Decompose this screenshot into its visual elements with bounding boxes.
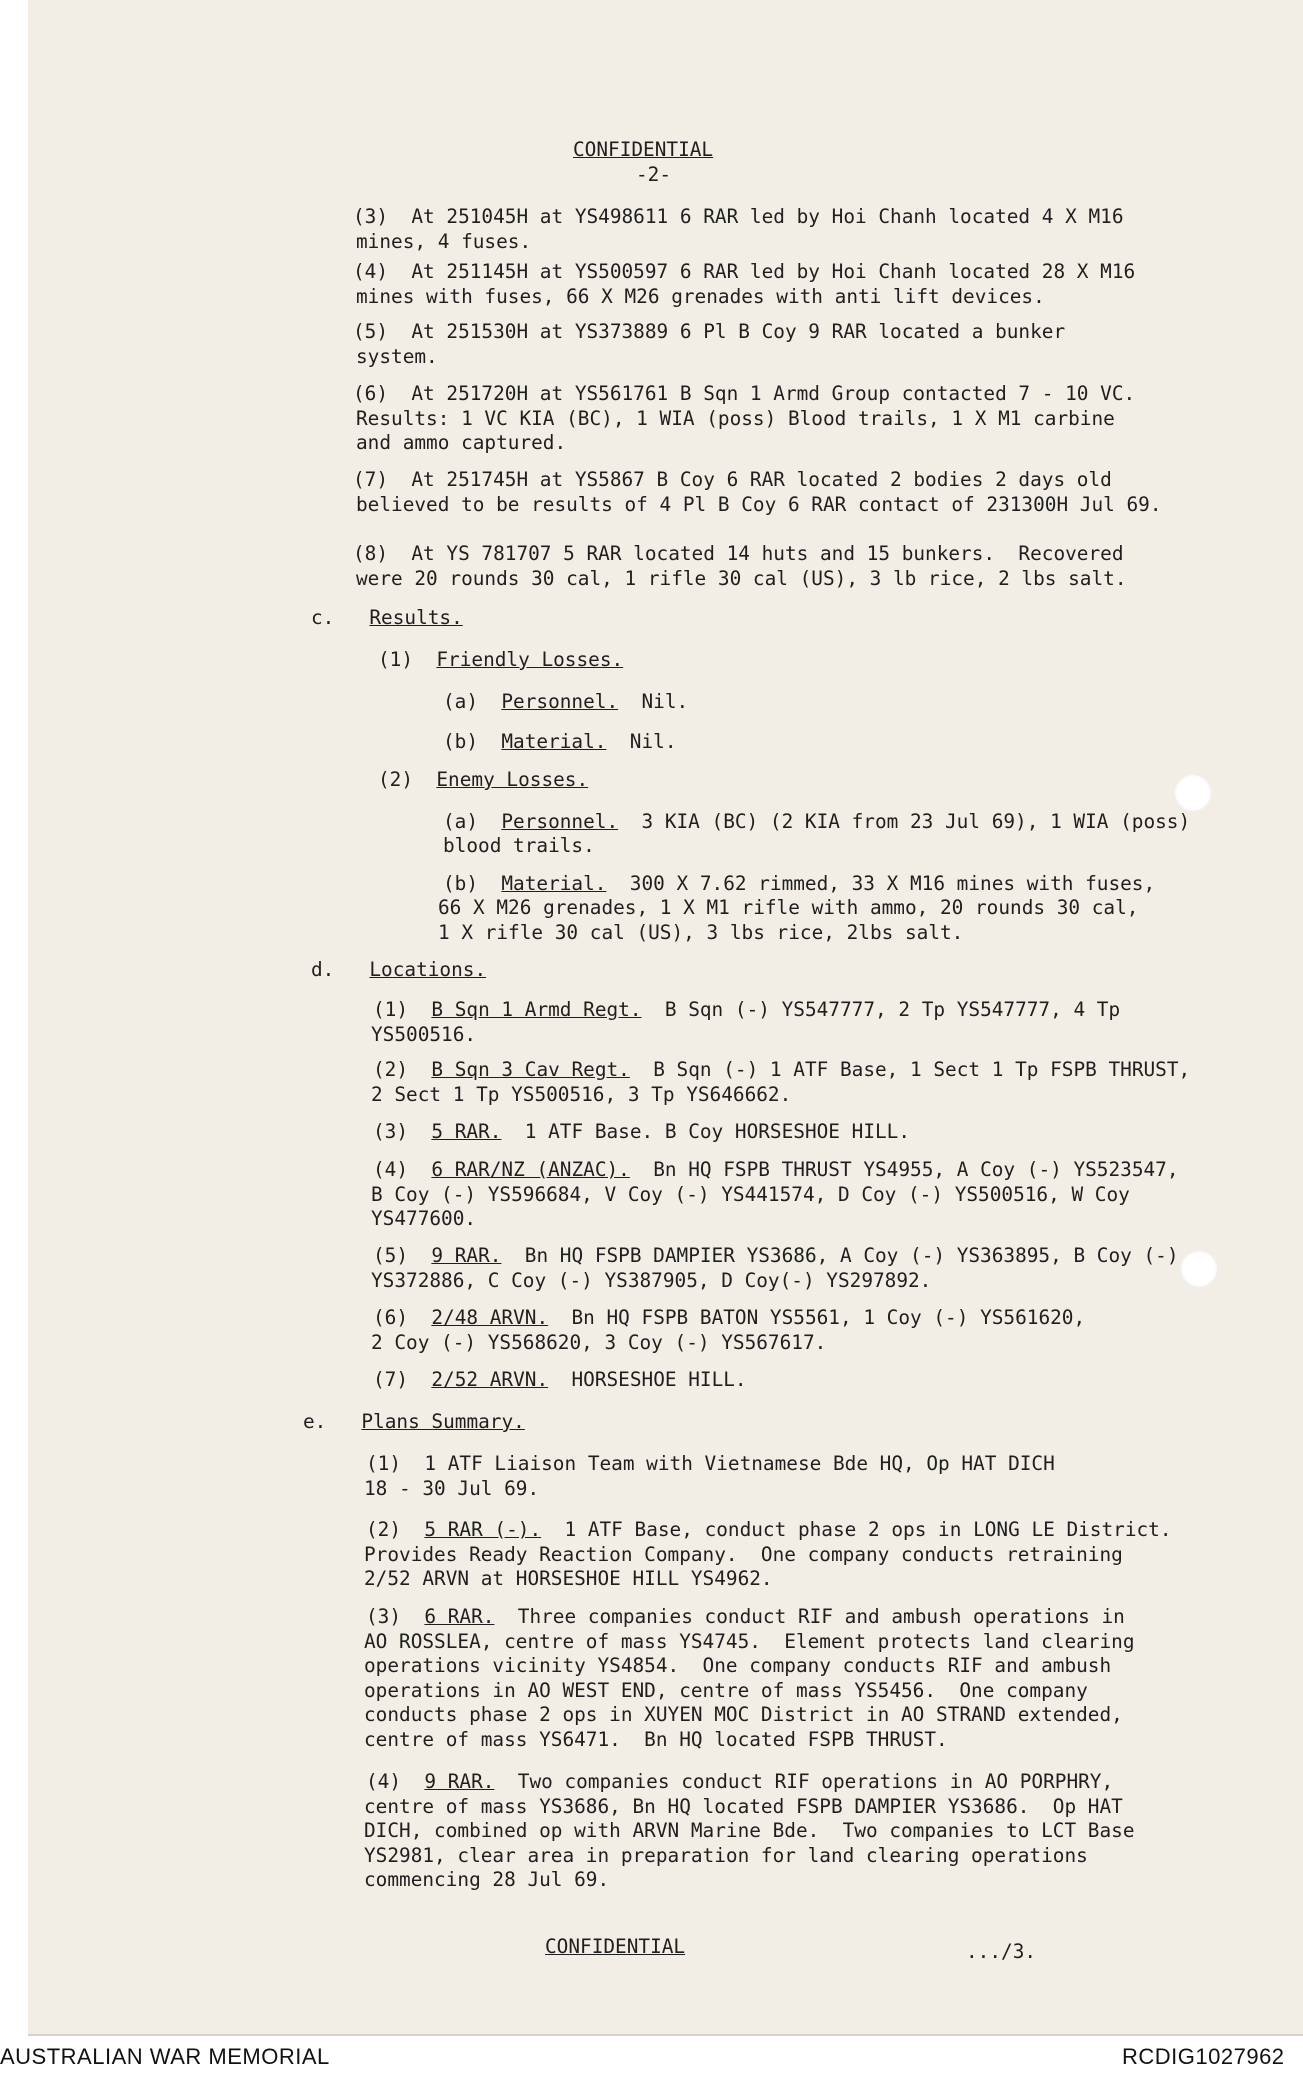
plan-item-continuation (364, 1795, 1123, 1820)
label: Personnel. (501, 810, 619, 833)
item-text: mines with fuses, 66 X M26 grenades with anti lift devices. (356, 284, 1045, 308)
incident-item-continuation (356, 431, 566, 456)
item-text: mines, 4 fuses. (356, 229, 532, 253)
unit-name: 5 RAR (-). (424, 1518, 542, 1541)
plan-item-continuation (364, 1868, 609, 1893)
item-text: centre of mass YS3686, Bn HQ located FSPB DAMPIER YS3686. Op HAT (364, 1794, 1123, 1818)
section-letter: c. (311, 606, 370, 629)
plan-item (366, 1770, 1113, 1795)
plan-item-continuation (364, 1728, 948, 1753)
item-text: At 251530H at YS373889 6 Pl B Coy 9 RAR located a bunker (411, 320, 1066, 343)
item-number: (1) (378, 648, 437, 671)
item-number: (1) (366, 1452, 425, 1475)
item-number: (7) (373, 1368, 432, 1391)
enemy-personnel-continuation (443, 834, 595, 859)
plan-item-continuation (364, 1567, 773, 1592)
item-text: YS477600. (371, 1207, 477, 1230)
incident-item-line (353, 542, 1124, 567)
item-text: At 251745H at YS5867 B Coy 6 RAR located 2 bodies 2 days old (411, 468, 1112, 491)
value: 300 X 7.62 rimmed, 33 X M16 mines with fuses, (606, 872, 1156, 895)
enemy-material-continuation (438, 896, 1138, 921)
item-number: (2) (378, 768, 437, 791)
item-text: YS372886, C Coy (-) YS387905, D Coy(-) YS297892. (371, 1268, 932, 1292)
item-text: B Sqn (-) 1 ATF Base, 1 Sect 1 Tp FSPB THRUST, (629, 1058, 1191, 1081)
item-number: (8) (353, 542, 412, 565)
archive-footer-left: AUSTRALIAN WAR MEMORIAL (0, 2044, 330, 2069)
section-heading: Results. (369, 606, 463, 629)
location-item-continuation (371, 1207, 476, 1232)
plan-item-continuation (364, 1844, 1088, 1869)
archive-footer-right: RCDIG1027962 (1122, 2044, 1285, 2069)
item-text: 2 Sect 1 Tp YS500516, 3 Tp YS646662. (371, 1082, 792, 1106)
unit-name: 6 RAR/NZ (ANZAC). (431, 1158, 630, 1181)
section-heading: Plans Summary. (361, 1410, 525, 1433)
item-text: DICH, combined op with ARVN Marine Bde. Two companies to LCT Base (364, 1819, 1135, 1842)
incident-item-line (353, 320, 1065, 345)
item-text: Three companies conduct RIF and ambush operations in (494, 1605, 1125, 1628)
section-letter: e. (303, 1410, 362, 1433)
plan-item-continuation (364, 1543, 1123, 1568)
incident-item-line (353, 468, 1112, 493)
item-text: were 20 rounds 30 cal, 1 rifle 30 cal (US), 3 lb rice, 2 lbs salt. (356, 566, 1127, 590)
subheading: Enemy Losses. (436, 768, 589, 791)
label: Material. (501, 730, 607, 753)
page-number: -2- (636, 163, 672, 186)
section-letter: d. (311, 958, 370, 981)
unit-name: 2/48 ARVN. (431, 1306, 549, 1329)
header-classification (573, 138, 713, 163)
item-number: (2) (366, 1518, 425, 1541)
item-text: 1 ATF Liaison Team with Vietnamese Bde HQ, Op HAT DICH (424, 1452, 1055, 1475)
item-text: 2 Coy (-) YS568620, 3 Coy (-) YS567617. (371, 1330, 827, 1354)
incident-item-continuation (356, 230, 531, 255)
value: Nil. (618, 690, 689, 713)
location-item (373, 1058, 1190, 1083)
item-number: (3) (373, 1120, 432, 1143)
location-item (373, 1368, 747, 1393)
plan-item-continuation (364, 1679, 1088, 1704)
item-text: YS2981, clear area in preparation for land clearing operations (364, 1843, 1088, 1867)
item-text: B Sqn (-) YS547777, 2 Tp YS547777, 4 Tp (641, 998, 1121, 1021)
incident-item-line (353, 205, 1124, 230)
item-text: and ammo captured. (356, 431, 567, 454)
unit-name: 6 RAR. (424, 1605, 495, 1628)
item-text: Bn HQ FSPB THRUST YS4955, A Coy (-) YS523547, (629, 1158, 1179, 1181)
item-text: At 251145H at YS500597 6 RAR led by Hoi Chanh located 28 X M16 (411, 260, 1136, 283)
item-text: Bn HQ FSPB DAMPIER YS3686, A Coy (-) YS363895, B Coy (-) (501, 1244, 1179, 1267)
unit-name: B Sqn 3 Cav Regt. (431, 1058, 630, 1081)
value: 1 X rifle 30 cal (US), 3 lbs rice, 2lbs salt. (438, 920, 964, 944)
unit-name: 2/52 ARVN. (431, 1368, 549, 1391)
section-c-heading (311, 606, 463, 631)
item-text: conducts phase 2 ops in XUYEN MOC District in AO STRAND extended, (364, 1703, 1123, 1726)
item-text: 2/52 ARVN at HORSESHOE HILL YS4962. (364, 1567, 773, 1590)
location-item (373, 998, 1120, 1023)
item-number: (2) (373, 1058, 432, 1081)
unit-name: 9 RAR. (424, 1770, 495, 1793)
item-number: (4) (373, 1158, 432, 1181)
location-item-continuation (371, 1183, 1130, 1208)
label: Personnel. (501, 690, 619, 713)
item-text: commencing 28 Jul 69. (364, 1868, 610, 1891)
unit-name: 9 RAR. (431, 1244, 502, 1267)
section-heading: Locations. (369, 958, 487, 981)
plan-item (366, 1518, 1172, 1543)
item-number: (3) (366, 1605, 425, 1628)
bottom-classification (545, 1935, 685, 1960)
plan-item-continuation (364, 1703, 1123, 1728)
plan-item-continuation (364, 1630, 1135, 1655)
document-body (28, 0, 1303, 2034)
section-e-heading (303, 1410, 525, 1435)
unit-name: 5 RAR. (431, 1120, 502, 1143)
item-text: Two companies conduct RIF operations in AO PORPHRY, (494, 1770, 1114, 1793)
plan-item (366, 1452, 1055, 1477)
friendly-material (443, 730, 677, 755)
label: Material. (501, 872, 607, 895)
friendly-personnel (443, 690, 688, 715)
plan-item (366, 1605, 1125, 1630)
enemy-material (443, 872, 1155, 897)
item-text: system. (356, 344, 438, 368)
continuation-text: .../3. (966, 1940, 1037, 1963)
item-text: At 251720H at YS561761 B Sqn 1 Armd Group contacted 7 - 10 VC. (411, 382, 1136, 405)
incident-item-continuation (356, 407, 1115, 432)
item-text: 18 - 30 Jul 69. (364, 1476, 540, 1500)
item-text: B Coy (-) YS596684, V Coy (-) YS441574, D Coy (-) YS500516, W Coy (371, 1182, 1130, 1206)
item-text: YS500516. (371, 1022, 477, 1046)
unit-name: B Sqn 1 Armd Regt. (431, 998, 642, 1021)
enemy-material-continuation (438, 921, 963, 946)
document-sheet (28, 0, 1303, 2040)
item-number: (7) (353, 468, 412, 491)
incident-item-continuation (356, 493, 1162, 518)
item-number: (4) (366, 1770, 425, 1793)
item-text: operations in AO WEST END, centre of mass YS5456. One company (364, 1678, 1088, 1702)
friendly-losses-heading (378, 648, 623, 673)
item-number: (4) (353, 260, 412, 283)
plan-item-continuation (364, 1477, 539, 1502)
subheading: Friendly Losses. (436, 648, 624, 671)
item-number: (a) (443, 810, 502, 833)
item-number: (b) (443, 872, 502, 895)
item-number: (b) (443, 730, 502, 753)
enemy-personnel (443, 810, 1190, 835)
value: 66 X M26 grenades, 1 X M1 rifle with ammo, 20 rounds 30 cal, (438, 896, 1139, 919)
item-text: centre of mass YS6471. Bn HQ located FSPB THRUST. (364, 1727, 948, 1751)
incident-item-line (353, 260, 1135, 285)
item-text: HORSESHOE HILL. (548, 1368, 747, 1391)
location-item (373, 1244, 1179, 1269)
item-number: (1) (373, 998, 432, 1021)
value: Nil. (606, 730, 677, 753)
location-item-continuation (371, 1023, 476, 1048)
item-text: AO ROSSLEA, centre of mass YS4745. Element protects land clearing (364, 1629, 1135, 1653)
section-d-heading (311, 958, 486, 983)
item-number: (6) (373, 1306, 432, 1329)
item-text: believed to be results of 4 Pl B Coy 6 RAR contact of 231300H Jul 69. (356, 492, 1162, 516)
item-text: 1 ATF Base, conduct phase 2 ops in LONG LE District. (541, 1518, 1172, 1541)
value: blood trails. (443, 834, 595, 857)
item-number: (5) (373, 1244, 432, 1267)
item-text: Results: 1 VC KIA (BC), 1 WIA (poss) Blood trails, 1 X M1 carbine (356, 406, 1115, 430)
location-item (373, 1120, 910, 1145)
incident-item-continuation (356, 285, 1045, 310)
location-item (373, 1306, 1085, 1331)
item-text: Provides Ready Reaction Company. One company conducts retraining (364, 1542, 1123, 1566)
incident-item-line (353, 382, 1135, 407)
enemy-losses-heading (378, 768, 588, 793)
item-number: (3) (353, 205, 412, 228)
incident-item-continuation (356, 567, 1127, 592)
location-item-continuation (371, 1083, 791, 1108)
header-page-number (636, 163, 671, 188)
item-text: At 251045H at YS498611 6 RAR led by Hoi Chanh located 4 X M16 (411, 205, 1124, 228)
continuation-marker (966, 1940, 1036, 1965)
location-item-continuation (371, 1331, 826, 1356)
item-number: (5) (353, 320, 412, 343)
item-text: Bn HQ FSPB BATON YS5561, 1 Coy (-) YS561620, (548, 1306, 1086, 1329)
location-item-continuation (371, 1269, 931, 1294)
classification-label: CONFIDENTIAL (545, 1935, 686, 1958)
location-item (373, 1158, 1179, 1183)
item-number: (a) (443, 690, 502, 713)
item-text: At YS 781707 5 RAR located 14 huts and 15 bunkers. Recovered (411, 542, 1124, 565)
incident-item-continuation (356, 345, 438, 370)
plan-item-continuation (364, 1819, 1135, 1844)
value: 3 KIA (BC) (2 KIA from 23 Jul 69), 1 WIA (poss) (618, 810, 1191, 833)
plan-item-continuation (364, 1654, 1111, 1679)
item-text: operations vicinity YS4854. One company conducts RIF and ambush (364, 1654, 1112, 1677)
classification-label: CONFIDENTIAL (573, 138, 714, 161)
item-text: 1 ATF Base. B Coy HORSESHOE HILL. (501, 1120, 911, 1143)
item-number: (6) (353, 382, 412, 405)
